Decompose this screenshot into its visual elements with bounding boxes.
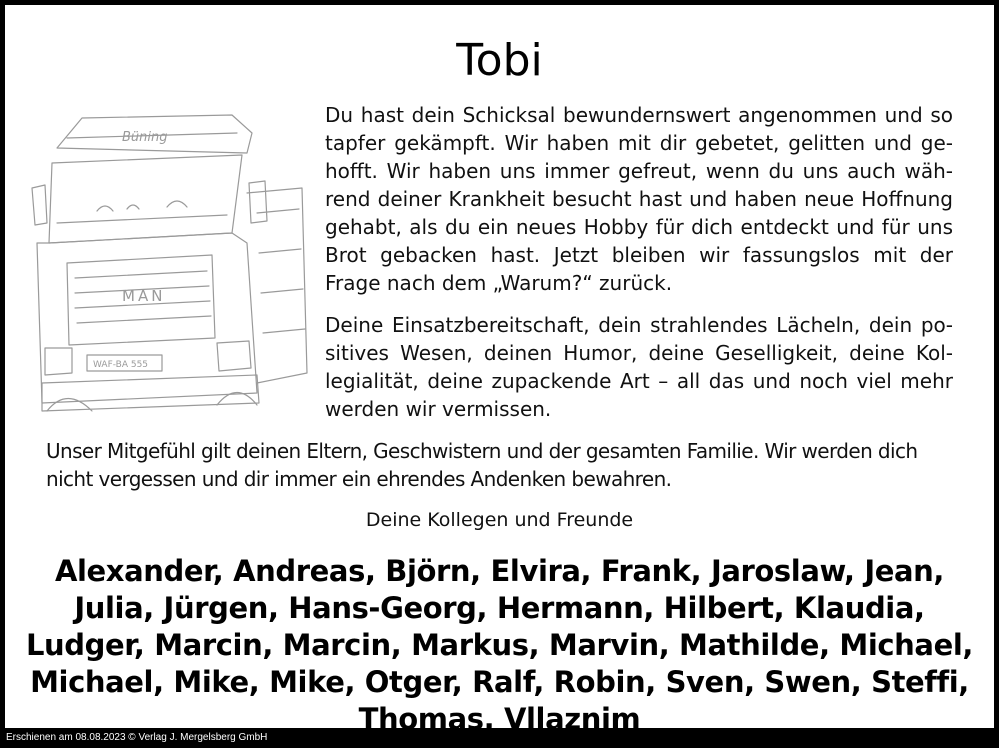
truck-brand-lettering: MAN [122,287,166,305]
paragraph-1: Du hast dein Schicksal bewundernswert angenommen und so tapfer gekämpft. Wir haben mit dir gebetet, gelitten und gehofft. Wir haben uns immer gefreut, wenn du uns auch während deiner Krankheit besucht hast und haben neue Hoffnung gehabt, als du ein neues Hobby für dich entdeckt und für uns Brot gebacken hast. Jetzt bleiben wir fassungslos mit der Frage nach dem „Warum?“ zurück. [325,103,953,295]
publication-footer: Erschienen am 08.08.2023 © Verlag J. Mergelsberg GmbH [6,732,268,743]
paragraph-3: Unser Mitgefühl gilt deinen Eltern, Geschwistern und der gesamten Familie. Wir werden dich nicht vergessen und dir immer ein ehrendes Andenken bewahren. [46,439,918,491]
truck-cab-lettering: Büning [122,130,168,145]
truck-drawing-icon [27,93,317,423]
page-title: Tobi [456,35,543,86]
signoff: Deine Kollegen und Freunde [365,509,634,531]
names-list: Alexander, Andreas, Björn, Elvira, Frank, Jaroslaw, Jean, Julia, Jürgen, Hans-Georg, Hermann, Hilbert, Klaudia, Ludger, Marcin, Marcin, Markus, Marvin, Mathilde, Michael, Michael, Mike, Mike, Otger, Ralf, Robin, Sven, Swen, Steffi, Thomas, Vllaznim [25,554,974,736]
paragraph-2: Deine Einsatzbereitschaft, dein strahlendes Lächeln, dein positives Wesen, deinen Humor, deine Geselligkeit, deine Kollegialität, deine zupackende Art – all das und noch viel mehr werden wir vermissen. [325,313,953,421]
obituary-card [5,5,994,736]
truck-plate-lettering: WAF-BA 555 [93,360,149,370]
